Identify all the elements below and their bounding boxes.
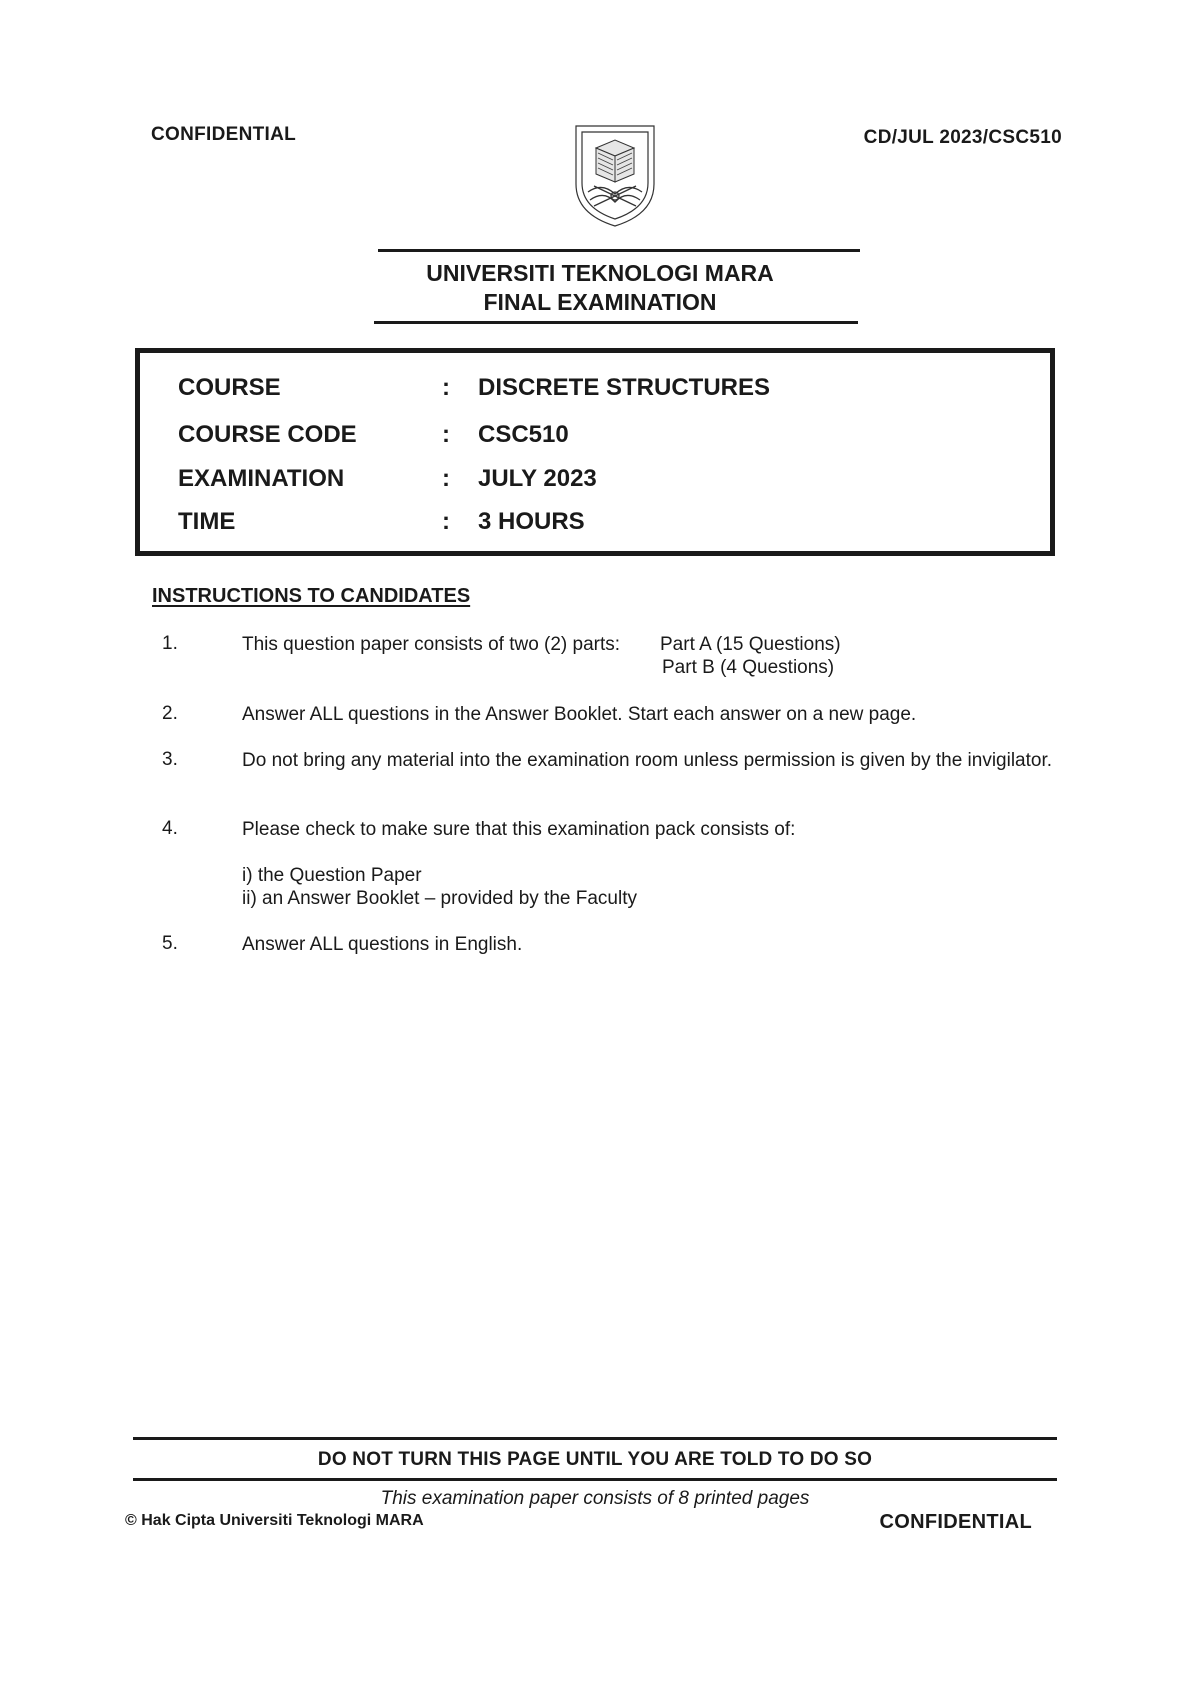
course-value: DISCRETE STRUCTURES	[478, 374, 771, 401]
time-value: 3 HOURS	[478, 508, 585, 535]
instruction-number: 5.	[162, 933, 178, 954]
course-label: COURSE	[178, 374, 281, 401]
course-code-separator: :	[442, 421, 450, 448]
course-code-row	[140, 421, 1050, 455]
instruction-number: 4.	[162, 818, 178, 839]
title-top-rule	[378, 249, 860, 252]
time-row	[140, 508, 1050, 542]
examination-row	[140, 465, 1050, 499]
time-separator: :	[442, 508, 450, 535]
course-info-box	[135, 348, 1055, 556]
instruction-text: Answer ALL questions in English.	[242, 934, 523, 955]
instruction-number: 2.	[162, 703, 178, 724]
course-row	[140, 374, 1050, 408]
university-title	[370, 259, 830, 317]
part-b-info: Part B (4 Questions)	[662, 657, 835, 678]
instruction-text: This question paper consists of two (2) parts:	[242, 634, 621, 655]
exam-type: FINAL EXAMINATION	[483, 289, 717, 315]
do-not-turn-warning: DO NOT TURN THIS PAGE UNTIL YOU ARE TOLD TO DO SO	[317, 1449, 873, 1470]
university-logo-icon	[568, 122, 662, 228]
sub-item: i) the Question Paper	[242, 865, 422, 886]
sub-item: ii) an Answer Booklet – provided by the Faculty	[242, 888, 637, 909]
instruction-number: 3.	[162, 749, 178, 770]
examination-value: JULY 2023	[478, 465, 597, 492]
university-name: UNIVERSITI TEKNOLOGI MARA	[426, 260, 774, 286]
course-code-value: CSC510	[478, 421, 569, 448]
footer-confidential: CONFIDENTIAL	[879, 1511, 1032, 1533]
examination-label: EXAMINATION	[178, 465, 345, 492]
copyright-notice: © Hak Cipta Universiti Teknologi MARA	[125, 1512, 424, 1529]
time-label: TIME	[178, 508, 236, 535]
instruction-text: Answer ALL questions in the Answer Booklet. Start each answer on a new page.	[242, 704, 917, 725]
course-separator: :	[442, 374, 450, 401]
header-confidential: CONFIDENTIAL	[151, 124, 297, 145]
footer-top-rule	[133, 1437, 1057, 1440]
title-bottom-rule	[374, 321, 858, 324]
part-a-info: Part A (15 Questions)	[660, 634, 841, 655]
instruction-text: Please check to make sure that this examination pack consists of:	[242, 819, 796, 840]
instructions-heading: INSTRUCTIONS TO CANDIDATES	[152, 585, 471, 607]
examination-separator: :	[442, 465, 450, 492]
instruction-text: Do not bring any material into the examination room unless permission is given by the invigilator.	[242, 750, 1053, 771]
course-code-label: COURSE CODE	[178, 421, 357, 448]
instruction-number: 1.	[162, 633, 178, 654]
page-count-note: This examination paper consists of 8 printed pages	[380, 1488, 810, 1509]
header-paper-code: CD/JUL 2023/CSC510	[863, 127, 1062, 148]
footer-bottom-rule	[133, 1478, 1057, 1481]
